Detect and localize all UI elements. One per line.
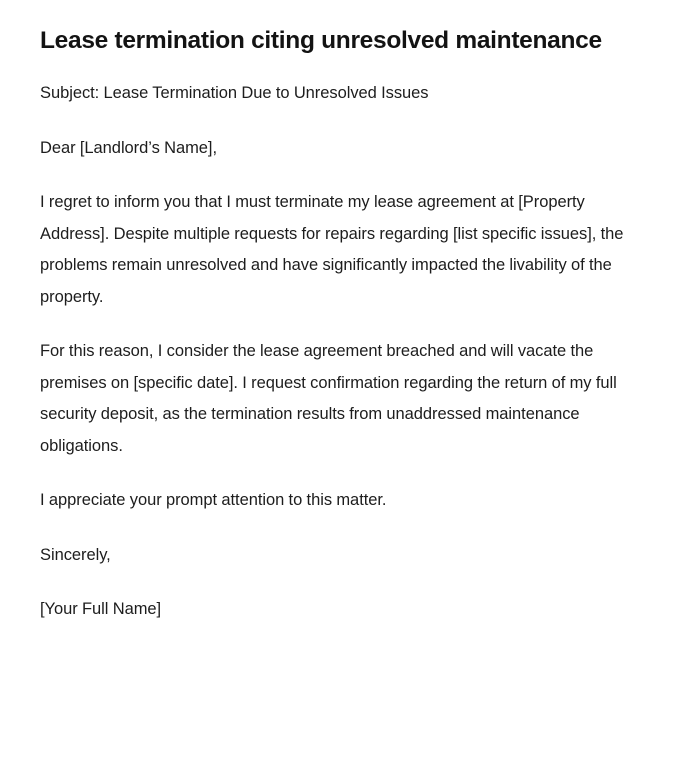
letter-body: [40, 78, 644, 626]
body-paragraph-2: For this reason, I consider the lease agreement breached and will vacate the premises on [specific date]. I request confirmation regarding the return of my full security deposit, as the termination results from unaddressed maintenance obligations.: [40, 342, 617, 455]
closing-salutation: Sincerely,: [40, 545, 111, 564]
signature-line: [Your Full Name]: [40, 600, 162, 618]
page-title: Lease termination citing unresolved maintenance: [40, 27, 602, 54]
body-paragraph-1: I regret to inform you that I must terminate my lease agreement at [Property Address]. Despite multiple requests for repairs regarding [list specific issues], the problems remain unresolved and have significantly impacted the livability of the property.: [40, 193, 624, 306]
subject-line: Subject: Lease Termination Due to Unresolved Issues: [40, 84, 429, 102]
salutation: Dear [Landlord’s Name],: [40, 138, 217, 157]
body-paragraph-3: I appreciate your prompt attention to this matter.: [40, 491, 387, 509]
